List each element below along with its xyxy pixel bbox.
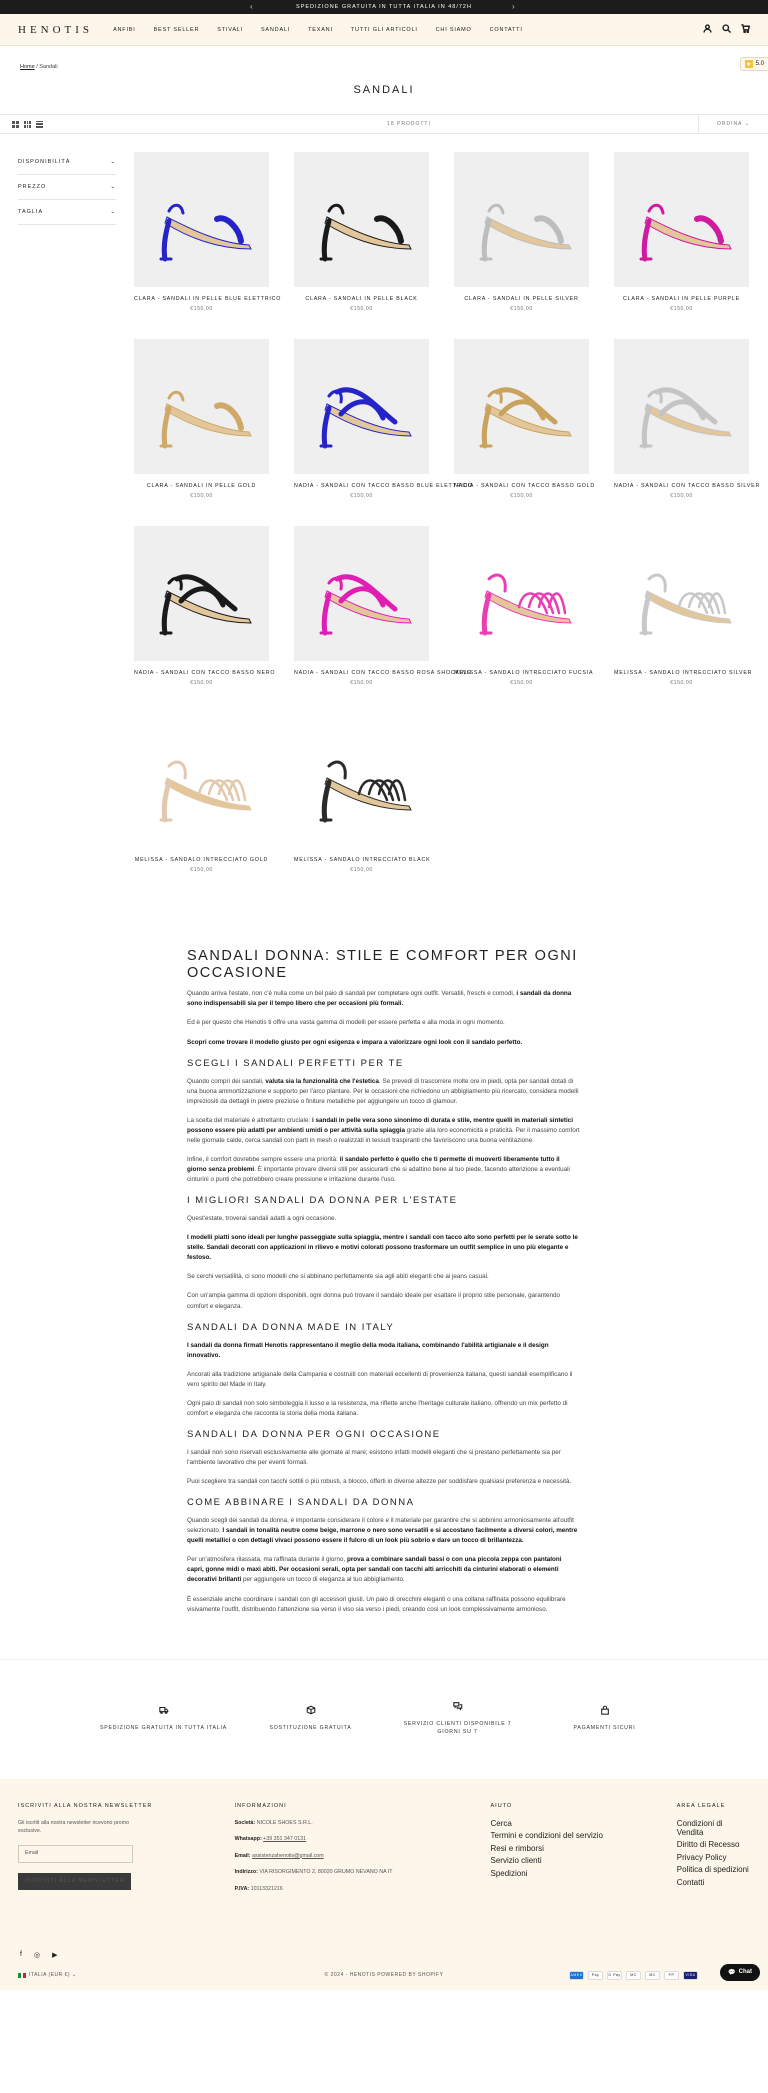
- currency-label: ITALIA (EUR €): [29, 1972, 71, 1979]
- nav-item[interactable]: CONTATTI: [489, 26, 523, 33]
- footer-link[interactable]: Condizioni di Vendita: [676, 1818, 723, 1837]
- breadcrumb-home[interactable]: Home: [20, 64, 35, 70]
- seo-heading: SANDALI DONNA: STILE E COMFORT PER OGNI OCCASIONE: [187, 948, 578, 981]
- payment-method-icon: PP: [664, 1971, 679, 1980]
- seo-text: Ed è per questo che Henotis ti offre una vasta gamma di modelli per essere perfetta e alla moda in ogni momento.: [187, 1019, 505, 1027]
- legal-title: AREA LEGALE: [676, 1802, 726, 1809]
- announcement-bar: [0, 0, 768, 14]
- info-key: Email:: [234, 1852, 251, 1859]
- newsletter-text: Gli iscritti alla nostra newsletter ricevono promo esclusive.: [18, 1819, 129, 1835]
- seo-paragraph: [187, 1370, 580, 1390]
- seo-bold-text: i sandali da donna sono indispensabili sia per il tempo libero che per occasioni più formali.: [187, 990, 572, 1008]
- feature-item: [540, 1705, 670, 1733]
- facebook-icon[interactable]: f: [20, 1950, 22, 1958]
- product-card[interactable]: [454, 339, 596, 526]
- instagram-icon[interactable]: ◎: [33, 1951, 41, 1959]
- product-price: €150,00: [670, 680, 693, 686]
- product-card[interactable]: [294, 713, 429, 900]
- seo-text: È essenziale anche coordinare i sandali con gli accessori giusti. Un paio di orecchini eleganti o una collana raffinata possono equilibrare visivamente l'outfit, distribuendo l'attenzione sia verso il viso sia verso i piedi, creando così un look complessivamente armonioso.: [187, 1595, 566, 1613]
- seo-subheading: SCEGLI I SANDALI PERFETTI PER TE: [187, 1057, 404, 1069]
- page-title: SANDALI: [353, 84, 415, 96]
- seo-text: Infine, il comfort dovrebbe sempre essere una priorità:: [187, 1155, 340, 1163]
- product-name[interactable]: CLARA - SANDALI IN PELLE GOLD: [146, 483, 257, 489]
- seo-bold-text: I sandali in tonalità neutre come beige, marrone o nero sono versatili e si accostano facilmente a diversi colori, mentre quelli metallici o con dettagli vivaci possono essere il fulcro di un look più sobrio e dare un tocco di brillantezza.: [187, 1527, 578, 1545]
- seo-paragraph: [187, 1291, 580, 1311]
- footer-link[interactable]: Termini e condizioni del servizio: [490, 1831, 603, 1841]
- newsletter-column: [18, 1803, 235, 1901]
- help-title: AIUTO: [490, 1802, 513, 1809]
- seo-text: grazie alla loro economicità e praticità. Per il massimo comfort nelle giornate calde, cerca sandali con parti in mesh o realizzati in tessuti traspiranti che favoriscono una buona ventilazione.: [187, 1126, 580, 1144]
- collection-toolbar: [0, 114, 768, 134]
- seo-subheading: COME ABBINARE I SANDALI DA DONNA: [187, 1497, 415, 1509]
- announcement-text: SPEDIZIONE GRATUITA IN TUTTA ITALIA IN 48/72H: [296, 4, 472, 10]
- product-price: €150,00: [670, 306, 693, 312]
- product-price: €150,00: [510, 493, 533, 499]
- footer-link[interactable]: Resi e rimborsi: [490, 1843, 544, 1853]
- seo-bold-text: Scopri come trovare il modello giusto per ogni esigenza e impara a valorizzare ogni look con il sandalo perfetto.: [187, 1038, 523, 1046]
- product-count: 18 PRODOTTI: [387, 121, 431, 127]
- feature-item: [393, 1701, 523, 1736]
- product-name[interactable]: CLARA - SANDALI IN PELLE SILVER: [464, 296, 579, 302]
- features-bar: [0, 1659, 768, 1779]
- feature-text: PAGAMENTI SICURI: [573, 1725, 636, 1732]
- info-key: Whatsapp:: [234, 1836, 262, 1843]
- product-image[interactable]: [294, 339, 429, 474]
- product-card[interactable]: [614, 526, 753, 713]
- box-icon: [246, 1705, 376, 1725]
- youtube-icon[interactable]: ▶: [52, 1951, 58, 1959]
- info-row: [235, 1868, 395, 1876]
- product-price: €150,00: [350, 306, 373, 312]
- feature-item: [246, 1705, 376, 1733]
- product-card[interactable]: [294, 526, 472, 713]
- cart-icon[interactable]: [741, 24, 750, 35]
- product-image[interactable]: [614, 152, 749, 287]
- breadcrumb: [0, 46, 768, 70]
- product-name[interactable]: CLARA - SANDALI IN PELLE PURPLE: [623, 296, 740, 302]
- logo[interactable]: HENOTIS: [18, 23, 94, 36]
- sort-label: ORDINA: [716, 121, 743, 127]
- product-name[interactable]: CLARA - SANDALI IN PELLE BLUE ELETTRICO: [134, 296, 282, 302]
- payment-method-icon: MC: [645, 1971, 660, 1980]
- product-price: €150,00: [510, 306, 533, 312]
- info-key: Indirizzo:: [234, 1869, 258, 1876]
- payment-method-icon: AMEX: [569, 1971, 584, 1980]
- info-column: [235, 1803, 491, 1901]
- product-card[interactable]: [614, 339, 761, 526]
- seo-text: . Se prevedi di trascorrere molte ore in piedi, opta per sandali dotati di una buona ammortizzazione e supporto per l'arco plantare. Per le occasioni che richiedono un abbigliamento più ricercato, considera modelli impreziositi da dettagli in pietre preziose o finiture metalliche per aggiungere un tocco di glamour.: [187, 1077, 579, 1105]
- seo-paragraph: [187, 1399, 580, 1419]
- seo-paragraph: [187, 1018, 580, 1028]
- product-image[interactable]: [614, 526, 749, 661]
- info-key: Società:: [234, 1819, 256, 1826]
- legal-column: [677, 1803, 750, 1901]
- filter-label: TAGLIA: [18, 209, 44, 215]
- breadcrumb-current: Sandali: [39, 64, 58, 70]
- email-field[interactable]: Email: [18, 1845, 133, 1863]
- seo-paragraph: [187, 1272, 580, 1282]
- star-icon: ★: [745, 61, 752, 68]
- seo-bold-text: prova a combinare sandali bassi o con una piccola zeppa con pantaloni capri, gonne midi o maxi abiti. Per occasioni serali, opta per sandali con tacchi alti arricchiti da cinturini elaborati o elementi decorativi brillanti: [187, 1556, 562, 1584]
- search-icon[interactable]: [722, 24, 731, 35]
- site-header: [0, 14, 768, 46]
- seo-bold-text: i sandali in pelle vera sono sinonimo di durata e stile, mentre quelli in materiali sintetici possono essere più adatti per ambienti umidi o per attività sulla spiaggia: [187, 1116, 574, 1134]
- seo-paragraph: [187, 1516, 580, 1546]
- seo-paragraph: [187, 1116, 580, 1146]
- product-card[interactable]: [294, 152, 429, 339]
- nav-item[interactable]: ANFIBI: [113, 26, 136, 33]
- seo-paragraph: [187, 1233, 580, 1263]
- info-value: VIA RISORGIMENTO 2, 80020 GRUMO NEVANO NA IT: [259, 1869, 393, 1876]
- footer-link[interactable]: Diritto di Recesso: [676, 1840, 740, 1850]
- seo-paragraph: [187, 1595, 580, 1615]
- main-nav: [113, 27, 523, 33]
- product-card[interactable]: [294, 339, 474, 526]
- payment-method-icon: MC: [626, 1971, 641, 1980]
- filter-label: PREZZO: [18, 184, 47, 190]
- product-image[interactable]: [294, 152, 429, 287]
- feature-item: [99, 1705, 229, 1733]
- sort-dropdown[interactable]: ORDINA ⌄: [698, 115, 768, 133]
- seo-text: Quest'estate, troverai sandali adatti a ogni occasione.: [187, 1215, 337, 1223]
- product-price: €150,00: [190, 680, 213, 686]
- info-row: [235, 1885, 395, 1893]
- filter-sidebar: [18, 150, 116, 900]
- filter-toggle[interactable]: [18, 175, 116, 200]
- info-row: [235, 1852, 395, 1860]
- newsletter-title: ISCRIVITI ALLA NOSTRA NEWSLETTER: [18, 1802, 153, 1809]
- footer-link[interactable]: Contatti: [676, 1877, 705, 1887]
- seo-content: [187, 948, 580, 1615]
- product-card[interactable]: [134, 526, 276, 713]
- product-name[interactable]: MELISSA - SANDALO INTRECCIATO BLACK: [294, 857, 431, 863]
- product-grid: [134, 134, 761, 900]
- footer-link[interactable]: Servizio clienti: [490, 1856, 542, 1866]
- nav-item[interactable]: SANDALI: [260, 26, 291, 33]
- seo-text: Puoi scegliere tra sandali con tacchi sottili o più robusti, a blocco, offerti in diverse altezze per soddisfare qualsiasi preferenza e necessità.: [187, 1478, 572, 1486]
- seo-subheading: SANDALI DA DONNA PER OGNI OCCASIONE: [187, 1428, 441, 1440]
- rating-badge[interactable]: [740, 57, 768, 71]
- info-key: P.IVA:: [234, 1885, 250, 1892]
- seo-bold-text: I sandali da donna firmati Henotis rappresentano il meglio della moda italiana, combinando l'abilità artigianale e il design innovativo.: [187, 1341, 549, 1359]
- product-image[interactable]: [134, 152, 269, 287]
- help-column: [491, 1803, 677, 1901]
- product-price: €150,00: [510, 680, 533, 686]
- seo-text: Ancorati alla tradizione artigianale della Campania e costruiti con materiali eccellenti di provenienza italiana, questi sandali esemplificano il vero spirito del Made in Italy.: [187, 1370, 573, 1388]
- filter-toggle[interactable]: [18, 150, 116, 175]
- feature-text: SERVIZIO CLIENTI DISPONIBILE 7 GIORNI SU 7: [403, 1721, 512, 1736]
- product-price: €150,00: [190, 867, 213, 873]
- seo-text: Per un'atmosfera rilassata, ma raffinata durante il giorno,: [187, 1556, 347, 1564]
- chat-icon: [393, 1701, 523, 1721]
- seo-paragraph: [187, 1477, 580, 1487]
- seo-text: per aggiungere un tocco di eleganza al tuo abbigliamento.: [241, 1576, 405, 1584]
- payment-method-icon: Pay: [588, 1971, 603, 1980]
- seo-bold-text: il sandalo perfetto è quello che ti permette di muoverti liberamente tutto il giorno senza problemi: [187, 1155, 560, 1174]
- seo-paragraph: [187, 1155, 580, 1185]
- nav-item[interactable]: CHI SIAMO: [435, 26, 472, 33]
- grid-3-icon[interactable]: [24, 121, 31, 128]
- product-card[interactable]: [454, 526, 594, 713]
- product-price: €150,00: [350, 493, 373, 499]
- nav-item[interactable]: STIVALI: [217, 26, 243, 33]
- seo-paragraph: [187, 1214, 580, 1224]
- product-card[interactable]: [134, 339, 269, 526]
- product-price: €150,00: [350, 680, 373, 686]
- product-name[interactable]: MELISSA - SANDALO INTRECCIATO GOLD: [134, 857, 269, 863]
- chevron-left-icon[interactable]: ‹: [250, 2, 254, 11]
- footer-link[interactable]: Politica di spedizioni: [676, 1865, 749, 1875]
- chat-icon: 💬: [728, 1969, 736, 1976]
- chevron-down-icon: ⌄: [110, 159, 116, 165]
- seo-paragraph: [187, 1555, 580, 1585]
- list-view-icon[interactable]: [36, 121, 43, 128]
- product-image[interactable]: [614, 339, 749, 474]
- seo-paragraph: [187, 1341, 580, 1361]
- seo-paragraph: [187, 1077, 580, 1107]
- filter-toggle[interactable]: [18, 200, 116, 225]
- copyright: © 2024 - HENOTIS POWERED BY SHOPIFY: [324, 1972, 444, 1979]
- product-name[interactable]: NADIA - SANDALI CON TACCO BASSO GOLD: [454, 483, 596, 489]
- product-image[interactable]: [294, 526, 429, 661]
- product-card[interactable]: [614, 152, 749, 339]
- chevron-down-icon: ⌄: [110, 184, 116, 190]
- payment-method-icon: VISA: [683, 1971, 698, 1980]
- seo-paragraph: [187, 1038, 580, 1048]
- product-image[interactable]: [454, 339, 589, 474]
- product-image[interactable]: [294, 713, 429, 848]
- chevron-down-icon: ⌄: [110, 209, 116, 215]
- seo-paragraph: [187, 989, 580, 1009]
- info-row: [235, 1835, 395, 1843]
- product-price: €150,00: [350, 867, 373, 873]
- seo-bold-text: I modelli piatti sono ideali per lunghe passeggiate sulla spiaggia, mentre i sandali con tacco alto sono perfetti per le serate sotto le stelle. Sandali decorati con applicazioni in rilievo e motivi colorati possono trasformare un outfit semplice in uno più elegante e festoso.: [187, 1234, 578, 1262]
- currency-selector[interactable]: ITALIA (EUR €) ⌄: [29, 1972, 77, 1979]
- product-name[interactable]: NADIA - SANDALI CON TACCO BASSO NERO: [134, 670, 276, 676]
- product-image[interactable]: [454, 526, 589, 661]
- nav-item[interactable]: TEXANI: [308, 26, 333, 33]
- info-value[interactable]: assistenzahenotis@gmail.com: [252, 1852, 324, 1859]
- seo-paragraph: [187, 1448, 580, 1468]
- footer-link[interactable]: Privacy Policy: [676, 1852, 727, 1862]
- product-name[interactable]: MELISSA - SANDALO INTRECCIATO SILVER: [614, 670, 753, 676]
- product-name[interactable]: NADIA - SANDALI CON TACCO BASSO SILVER: [614, 483, 761, 489]
- footer-link[interactable]: Cerca: [490, 1818, 512, 1828]
- seo-text: Quando scegli dei sandali da donna, è importante considerare il colore e il materiale per garantire che si abbinino armoniosamente all'outfit selezionato.: [187, 1517, 574, 1535]
- nav-item[interactable]: TUTTI GLI ARTICOLI: [350, 26, 418, 33]
- subscribe-button[interactable]: ISCRIVITI ALLA NEWSLETTER: [18, 1873, 131, 1890]
- seo-subheading: SANDALI DA DONNA MADE IN ITALY: [187, 1321, 395, 1333]
- info-title: INFORMAZIONI: [234, 1802, 287, 1809]
- product-price: €150,00: [190, 493, 213, 499]
- info-row: [235, 1819, 395, 1827]
- seo-text: Se cerchi versatilità, ci sono modelli che si abbinano perfettamente sia agli abiti eleganti che ai jeans casual.: [187, 1273, 489, 1281]
- product-card[interactable]: [454, 152, 589, 339]
- info-value[interactable]: +39 351 347 0131: [263, 1836, 307, 1843]
- product-image[interactable]: [134, 526, 269, 661]
- seo-text: Ogni paio di sandali non solo simboleggia il lusso e la resistenza, ma riflette anche l'heritage culturale italiano, offrendo un mix perfetto di comfort e eleganza che racconta la storia della moda italiana.: [187, 1399, 568, 1417]
- feature-text: SOSTITUZIONE GRATUITA: [269, 1725, 352, 1732]
- seo-text: . È importante provare diversi stili per assicurarti che si adattino bene al tuo piede, facendo attenzione a eventuali cinturini o punti che potrebbero creare pressione e irritazione durante l'uso.: [187, 1166, 570, 1184]
- payment-method-icon: G Pay: [607, 1971, 622, 1980]
- chevron-right-icon[interactable]: ›: [512, 2, 516, 11]
- product-card[interactable]: [134, 713, 269, 900]
- seo-text: Con un'ampia gamma di opzioni disponibili, ogni donna può trovare il sandalo ideale per esaltare il proprio stile personale, garantendo comfort e eleganza.: [187, 1292, 560, 1310]
- breadcrumb-separator: /: [36, 64, 38, 70]
- product-name[interactable]: NADIA - SANDALI CON TACCO BASSO BLUE ELETTRICO: [294, 483, 474, 489]
- product-name[interactable]: NADIA - SANDALI CON TACCO BASSO ROSA SHOCKING: [294, 670, 472, 676]
- product-image[interactable]: [134, 713, 269, 848]
- product-price: €150,00: [670, 493, 693, 499]
- site-footer: [0, 1779, 768, 1990]
- seo-text: Quando compri dei sandali,: [187, 1077, 266, 1085]
- chat-label: Chat: [738, 1969, 752, 1976]
- account-icon[interactable]: [703, 24, 712, 35]
- info-value: NICOLE SHOES S.R.L.: [256, 1819, 313, 1826]
- truck-icon: [99, 1705, 229, 1725]
- chat-button[interactable]: [720, 1964, 760, 1981]
- footer-link[interactable]: Spedizioni: [490, 1868, 528, 1878]
- lock-icon: [540, 1705, 670, 1725]
- feature-text: SPEDIZIONE GRATUITA IN TUTTA ITALIA: [100, 1725, 227, 1732]
- grid-2-icon[interactable]: [12, 121, 19, 128]
- seo-text: Quando arriva l'estate, non c'è nulla come un bel paio di sandali per completare ogni outfit. Versatili, freschi e comodi,: [187, 990, 517, 998]
- product-image[interactable]: [134, 339, 269, 474]
- product-card[interactable]: [134, 152, 282, 339]
- product-name[interactable]: MELISSA - SANDALO INTRECCIATO FUCSIA: [454, 670, 594, 676]
- info-value: 10113321216: [250, 1885, 283, 1892]
- filter-label: DISPONIBILITÀ: [18, 159, 71, 165]
- seo-bold-text: valuta sia la funzionalità che l'estetica: [265, 1077, 379, 1085]
- product-name[interactable]: CLARA - SANDALI IN PELLE BLACK: [305, 296, 418, 302]
- product-price: €150,00: [190, 306, 213, 312]
- seo-text: I sandali non sono riservati esclusivamente alle giornate al mare; esistono infatti modelli eleganti che si prestano perfettamente sia per l'ambiente lavorativo che per eventi formali.: [187, 1448, 561, 1467]
- seo-text: La scelta del materiale è altrettanto cruciale:: [187, 1116, 312, 1124]
- seo-subheading: I MIGLIORI SANDALI DA DONNA PER L'ESTATE: [187, 1195, 458, 1207]
- product-image[interactable]: [454, 152, 589, 287]
- rating-value: 5.0: [755, 61, 764, 67]
- nav-item[interactable]: BEST SELLER: [153, 26, 200, 33]
